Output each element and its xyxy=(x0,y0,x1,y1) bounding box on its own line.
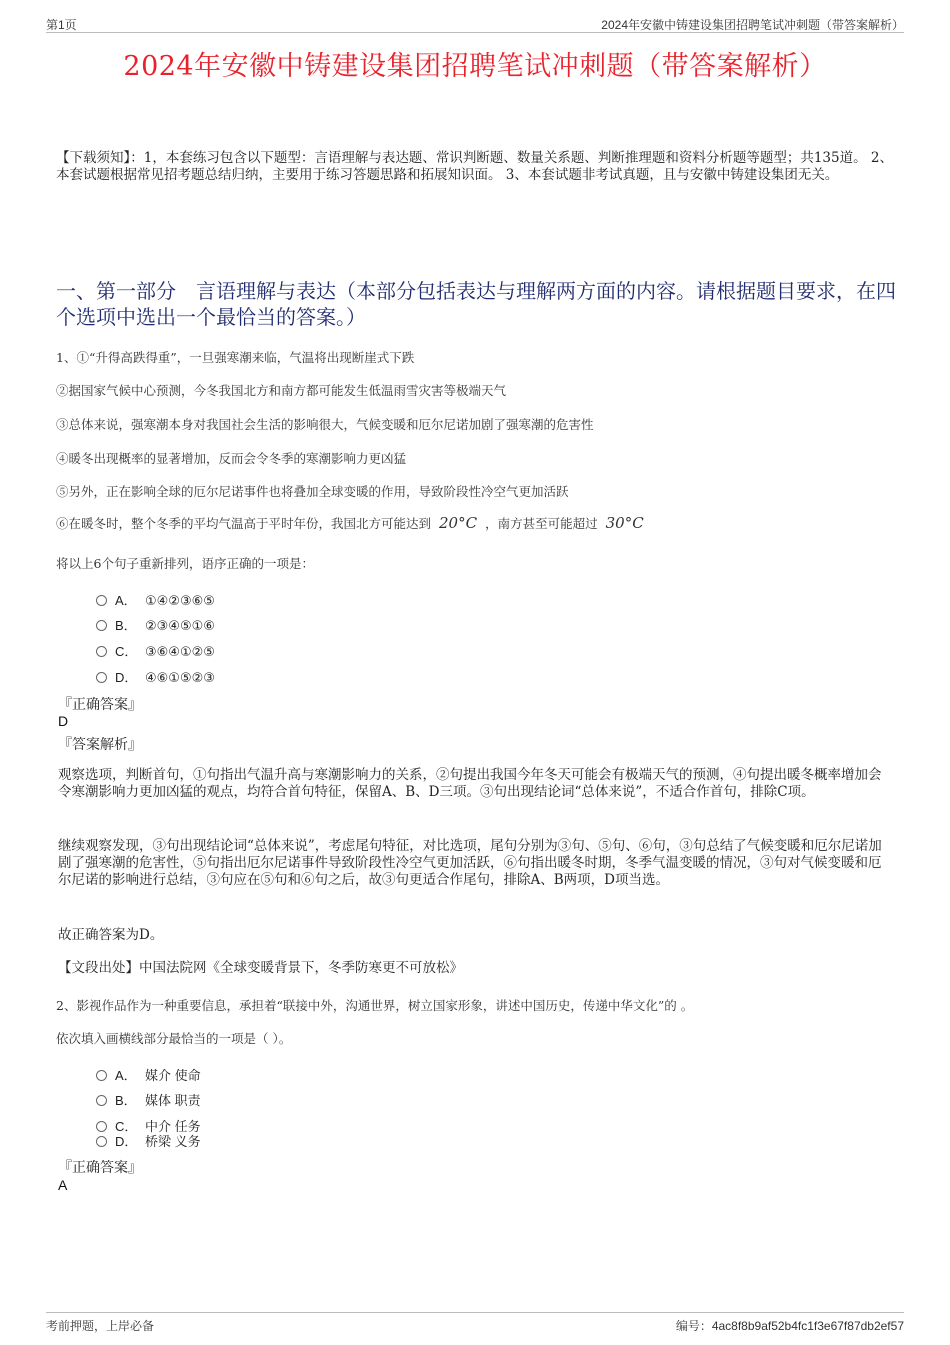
q2-answer: A xyxy=(58,1177,68,1193)
page-footer xyxy=(46,1312,904,1333)
q1-source: 【文段出处】中国法院网《全球变暖背景下，冬季防寒更不可放松》 xyxy=(58,960,463,976)
q1-sentence-6 xyxy=(56,514,652,532)
q2-stem: 2、影视作品作为一种重要信息，承担着“联接中外，沟通世界，树立国家形象，讲述中国历史，传递中华文化”的 。 xyxy=(56,998,694,1013)
q1-option-d[interactable] xyxy=(96,667,215,686)
q1-prompt: 将以上6个句子重新排列，语序正确的一项是： xyxy=(56,556,314,571)
option-text: ②③④⑤①⑥ xyxy=(145,618,215,633)
radio-icon[interactable] xyxy=(96,620,107,631)
option-text: ③⑥④①②⑤ xyxy=(145,644,215,659)
q2-option-a[interactable] xyxy=(96,1065,201,1084)
radio-icon[interactable] xyxy=(96,1095,107,1106)
q1-analysis-paragraph-3: 故正确答案为D。 xyxy=(58,927,164,943)
page-header xyxy=(46,14,904,33)
option-text: 媒体 职责 xyxy=(145,1093,201,1108)
q1-analysis-paragraph-2: 继续观察发现，③句出现结论词“总体来说”，考虑尾句特征，对比选项，尾句分别为③句、⑤句、⑥句，③句总结了气候变暖和厄尔尼诺加剧了强寒潮的危害性，⑤句指出厄尔尼诺事件导致阶段性冷空气更加活跃，⑥句指出暖冬时期，冬季气温变暖的情况，③句对气候变暖和厄尔尼诺的影响进行总结，③句应在⑤句和⑥句之后，故③句更适合作尾句，排除A、B两项，D项当选。 xyxy=(58,838,882,888)
option-text: 媒介 使命 xyxy=(145,1068,201,1083)
option-letter: B． xyxy=(115,618,137,633)
option-text: ①④②③⑥⑤ xyxy=(145,593,215,608)
q1-answer: D xyxy=(58,713,69,729)
q1-sentence-6-mid: ，南方甚至可能超过 xyxy=(485,516,598,531)
header-doc-title: 2024年安徽中铸建设集团招聘笔试冲刺题（带答案解析） xyxy=(601,18,904,32)
footer-doc-id: 编号：4ac8f8b9af52b4fc1f3e67f87db2ef57 xyxy=(675,1319,904,1333)
q1-sentence-1: 1、①“升得高跌得重”，一旦强寒潮来临，气温将出现断崖式下跌 xyxy=(56,350,415,365)
q1-option-c[interactable] xyxy=(96,641,215,660)
radio-icon[interactable] xyxy=(96,1136,107,1147)
radio-icon[interactable] xyxy=(96,595,107,606)
option-text: ④⑥①⑤②③ xyxy=(145,670,215,685)
q2-option-d[interactable] xyxy=(96,1131,201,1150)
q1-sentence-5: ⑤另外，正在影响全球的厄尔尼诺事件也将叠加全球变暖的作用，导致阶段性冷空气更加活跃 xyxy=(56,484,569,499)
option-letter: D． xyxy=(115,1134,138,1149)
q2-prompt: 依次填入画横线部分最恰当的一项是（ ）。 xyxy=(56,1031,292,1046)
option-letter: B． xyxy=(115,1093,137,1108)
q1-sentence-4: ④暖冬出现概率的显著增加，反而会令冬季的寒潮影响力更凶猛 xyxy=(56,451,407,466)
option-letter: C． xyxy=(115,1119,138,1134)
q2-option-b[interactable] xyxy=(96,1090,201,1109)
option-letter: D． xyxy=(115,670,138,685)
q1-answer-label: 『正确答案』 xyxy=(58,697,142,713)
q1-sentence-2: ②据国家气候中心预测，今冬我国北方和南方都可能发生低温雨雪灾害等极端天气 xyxy=(56,383,507,398)
radio-icon[interactable] xyxy=(96,672,107,683)
document-title: 2024年安徽中铸建设集团招聘笔试冲刺题（带答案解析） xyxy=(123,51,827,82)
download-notice: 【下载须知】：1，本套练习包含以下题型：言语理解与表达题、常识判断题、数量关系题、判断推理题和资料分析题等题型；共135道。 2、本套试题根据常见招考题总结归纳，主要用于练习答题思路和拓展知识面。 3、本套试题非考试真题，且与安徽中铸建设集团无关。 xyxy=(56,150,893,183)
option-letter: A． xyxy=(115,593,137,608)
section-title: 一、第一部分 言语理解与表达（本部分包括表达与理解两方面的内容。请根据题目要求，在四个选项中选出一个最恰当的答案。） xyxy=(56,279,896,329)
q2-answer-label: 『正确答案』 xyxy=(58,1160,142,1176)
q1-option-a[interactable] xyxy=(96,590,215,609)
q1-option-b[interactable] xyxy=(96,615,215,634)
q1-sentence-6-pre: ⑥在暖冬时，整个冬季的平均气温高于平时年份，我国北方可能达到 xyxy=(56,516,432,531)
option-letter: C． xyxy=(115,644,138,659)
temp-south: 30°C xyxy=(605,514,644,532)
q1-analysis-paragraph-1: 观察选项，判断首句，①句指出气温升高与寒潮影响力的关系，②句提出我国今年冬天可能会有极端天气的预测，④句提出暖冬概率增加会令寒潮影响力更加凶猛的观点，均符合首句特征，保留A、B、D三项。③句出现结论词“总体来说”，不适合作首句，排除C项。 xyxy=(58,767,882,800)
option-text: 桥梁 义务 xyxy=(145,1134,201,1149)
radio-icon[interactable] xyxy=(96,1070,107,1081)
radio-icon[interactable] xyxy=(96,646,107,657)
q1-analysis-label: 『答案解析』 xyxy=(58,737,142,753)
option-letter: A． xyxy=(115,1068,137,1083)
footer-slogan: 考前押题，上岸必备 xyxy=(46,1319,155,1333)
page-number: 第1页 xyxy=(46,18,77,32)
q1-sentence-3: ③总体来说，强寒潮本身对我国社会生活的影响很大，气候变暖和厄尔尼诺加剧了强寒潮的危害性 xyxy=(56,417,594,432)
option-text: 中介 任务 xyxy=(145,1119,201,1134)
temp-north: 20°C xyxy=(439,514,478,532)
